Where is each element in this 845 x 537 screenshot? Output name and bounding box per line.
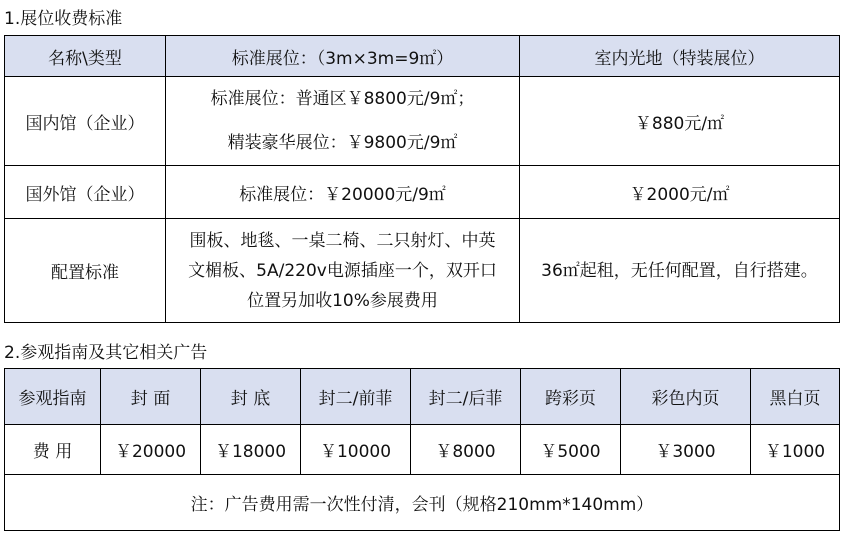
fee-color-page: ￥3000: [621, 425, 751, 475]
col-header-spread: 跨彩页: [521, 369, 621, 425]
fee-front-cover: ￥20000: [101, 425, 201, 475]
domestic-standard-line1: 标准展位：普通区￥8800元/9㎡；: [210, 89, 475, 109]
config-indoor-text: 36㎡起租，无任何配置，自行搭建。: [541, 260, 818, 281]
fee-inside-front: ￥10000: [301, 425, 411, 475]
advertising-fee-table: [4, 368, 840, 531]
fee-bw-page: ￥1000: [751, 425, 840, 475]
fee-back-cover: ￥18000: [201, 425, 301, 475]
section1-title: 1.展位收费标准: [4, 9, 123, 29]
row-label-config: 配置标准: [5, 219, 166, 323]
col-header-front-cover: 封 面: [101, 369, 201, 425]
table-row: [5, 475, 840, 531]
table-row: [5, 425, 840, 475]
booth-fee-table: [4, 35, 840, 323]
foreign-indoor-price: ￥2000元/㎡: [520, 166, 840, 219]
ad-payment-note: 注：广告费用需一次性付清，会刊（规格210mm*140mm）: [5, 475, 840, 531]
section2-title: 2.参观指南及其它相关广告: [4, 343, 208, 363]
booth-fee-header-row: [5, 36, 840, 77]
col-header-guide: 参观指南: [5, 369, 101, 425]
domestic-indoor-price: ￥880元/㎡: [520, 77, 840, 166]
col-header-name-type: 名称\类型: [5, 36, 166, 77]
col-header-bw-page: 黑白页: [751, 369, 840, 425]
foreign-standard-price: 标准展位：￥20000元/9㎡: [166, 166, 520, 219]
col-header-inside-front: 封二/前菲: [301, 369, 411, 425]
domestic-standard-cell: [166, 77, 520, 166]
row-label-domestic: 国内馆（企业）: [5, 77, 166, 166]
domestic-standard-line2: 精装豪华展位：￥9800元/9㎡: [227, 133, 458, 153]
fee-inside-back: ￥8000: [411, 425, 521, 475]
row-label-foreign: 国外馆（企业）: [5, 166, 166, 219]
col-header-standard-booth: 标准展位：（3m×3m=9㎡）: [166, 36, 520, 77]
table-row: [5, 166, 840, 219]
config-standard-cell: [166, 219, 520, 323]
config-standard-text: 围板、地毯、一桌二椅、二只射灯、中英文楣板、5A/220v电源插座一个，双开口位置另加收10%参展费用: [188, 230, 497, 311]
table-row: [5, 77, 840, 166]
ad-header-row: [5, 369, 840, 425]
table-row: [5, 219, 840, 323]
config-indoor-cell: [520, 219, 840, 323]
col-header-inside-back: 封二/后菲: [411, 369, 521, 425]
col-header-indoor-space: 室内光地（特装展位）: [520, 36, 840, 77]
row-label-fee: 费 用: [5, 425, 101, 475]
fee-spread: ￥5000: [521, 425, 621, 475]
col-header-back-cover: 封 底: [201, 369, 301, 425]
col-header-color-page: 彩色内页: [621, 369, 751, 425]
